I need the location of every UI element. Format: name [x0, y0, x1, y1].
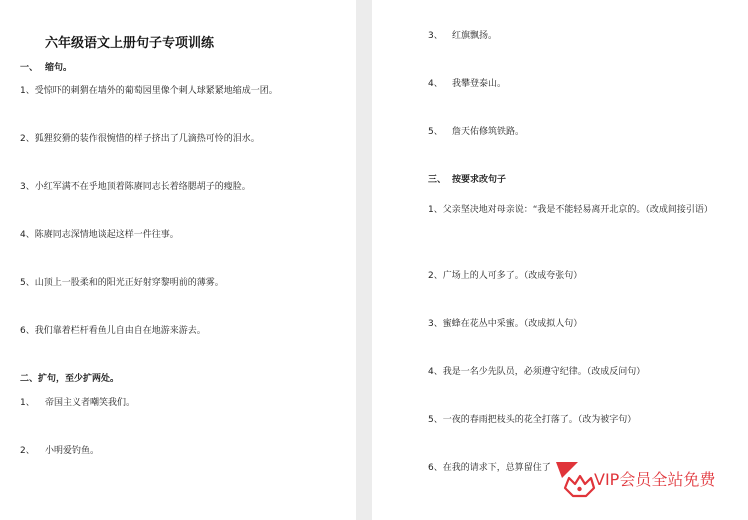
exercise-item: 5、山顶上一股柔和的阳光正好射穿黎明前的薄雾。: [20, 278, 224, 288]
exercise-item: 1、受惊吓的刺猬在墙外的葡萄园里像个刺人球紧紧地缩成一团。: [20, 86, 278, 96]
exercise-item-number: 1、: [20, 398, 35, 408]
section-heading: 缩句。: [45, 63, 73, 73]
exercise-item: 红旗飘扬。: [452, 31, 498, 41]
exercise-item: 帝国主义者嘲笑我们。: [45, 398, 136, 408]
vip-promo-badge[interactable]: [556, 456, 748, 506]
section-heading: 按要求改句子: [452, 175, 507, 185]
exercise-item: 2、狐狸狡猾的装作很惋惜的样子挤出了几滴热可怜的泪水。: [20, 134, 260, 144]
exercise-item: 3、小红军满不在乎地顶着陈赓同志长着络腮胡子的瘦脸。: [20, 182, 251, 192]
exercise-item: 小明爱钓鱼。: [45, 446, 100, 456]
exercise-item: 6、我们靠着栏杆看鱼儿自由自在地游来游去。: [20, 326, 206, 336]
section-number: 三、: [428, 175, 447, 185]
exercise-item: 6、在我的请求下，总算留住了: [428, 463, 551, 473]
exercise-item-number: 4、: [428, 79, 443, 89]
exercise-item: 3、蜜蜂在花丛中采蜜。（改成拟人句）: [428, 319, 583, 329]
exercise-item: 我攀登泰山。: [452, 79, 507, 89]
exercise-item: 詹天佑修筑铁路。: [452, 127, 525, 137]
vip-badge-label: VIP会员全站免费: [594, 470, 716, 489]
document-page-left: [0, 0, 356, 520]
document-page-right: [372, 0, 748, 520]
section-heading: 二、扩句，至少扩两处。: [20, 374, 120, 384]
document-title: 六年级语文上册句子专项训练: [45, 36, 215, 51]
exercise-item: 2、广场上的人可多了。（改成夸张句）: [428, 271, 583, 281]
exercise-item: 1、父亲坚决地对母亲说：“我是不能轻易离开北京的。（改成间接引语）: [428, 205, 713, 215]
exercise-item-number: 2、: [20, 446, 35, 456]
exercise-item-number: 5、: [428, 127, 443, 137]
exercise-item: 4、我是一名少先队员，必须遵守纪律。（改成反问句）: [428, 367, 646, 377]
exercise-item: 5、一夜的春雨把枝头的花全打落了。（改为被字句）: [428, 415, 637, 425]
exercise-item: 4、陈赓同志深情地谈起这样一件往事。: [20, 230, 179, 240]
exercise-item-number: 3、: [428, 31, 443, 41]
section-number: 一、: [20, 63, 39, 73]
